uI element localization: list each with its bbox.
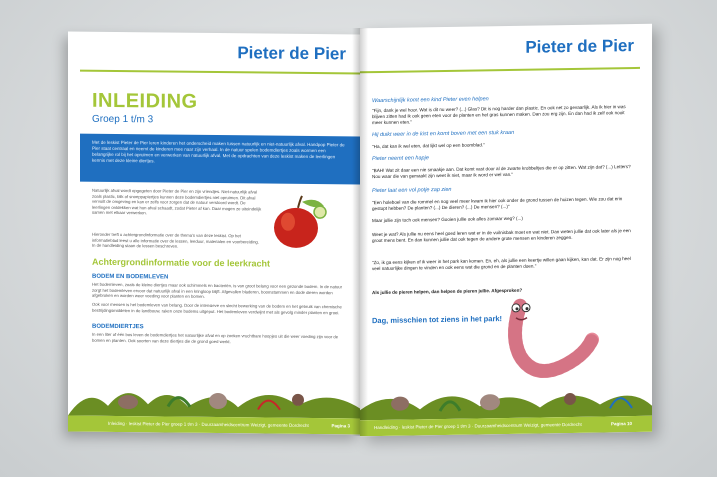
dialogue-4: "Een holeboel van die rommel en nog veel meer kwam ik hier ook onder de grond tussen de huizen tegen. Wie zou dat erin gestopt hebben? De planten? (...) De dieren? (...) De mensen? (...)" [372,196,623,211]
dialogue-2: "Ha, dat kan ik wel eten, dat lijkt wel op een boomblad." [372,142,485,150]
body-text-1: Natuurlijk afval wordt opgegeten door Pieter de Pier en zijn vriendjes. Niet-natuurlijk afval zoals plastic, blik of snoeppapiertjes kunnen deze bodemdiertjes niet opruimen. Dit afval vervuilt de omgeving en kan er zelfs voor zorgen dat de natuur verstoord wordt. De leerlingen ontdekken wat hun afval schaadt, zodat Pieter af kan. Daar mogen ze uiteindelijk samen met elkaar verwerken. [92,187,262,216]
left-footer [68,415,360,434]
dialogue-7: "Zo, ik ga eens kijken of ik weer in het park kan komen. En, eh, als jullie een keertje willen gaan kijken, kan dat. Er zijn nog heel veel natuurlijke dingen te vinden en ook eens wat die grond en de planten doen." [372,256,631,271]
dialogue-5: Maar jullie zijn toch ook mensen? Gooien jullie ook alles zomaar weg? (...) [372,215,523,224]
stage-direction-3: Pieter neemt een hapje [372,155,429,163]
stage-direction-2: Hij duikt weer in de kist en komt boven met een stuk kraan [372,129,515,139]
dialogue-3: "BAH! Wat zit daar een nie smaakje aan. Dat komt vast door al de zwarte krobbeltjes die er op zitten. Wat zijn dat? (...) Letters? Nou waar die van gemaakt zijn weet ik niet, maar ik word er wel van." [372,164,631,179]
intro-text: Met de leskist Pieter de Pier leren kinderen het onderscheid maken tussen natuurlijk en niet-natuurlijk afval. Handpop Pieter de Pier staat centraal en neemt de kinderen mee naar zijn verhaal. In de natuur spelen bodemdiertjes zoals wormen een belangrijke rol bij het opruimen en verwerken van natuurlijk afval. Met de opdrachten van deze leskist maken de leerlingen kennis met deze kleine diertjes. [92,139,345,164]
right-page-header: Pieter de Pier [525,35,634,57]
dialogue-8: Als jullie de pieren helpen, dan helpen de pieren jullie. Afgesproken? [372,287,523,296]
subheading-bodem: BODEM EN BODEMLEVEN [92,273,169,281]
page-subtitle: Groep 1 t/m 3 [92,113,154,126]
subheading-bodemdiertjes: BODEMDIERTJES [92,323,144,331]
body-text-2: Hieronder treft u achtergrondinformatie over de thema's van deze leskist. Op het informatieblad leest u alle informatie over de lessen, leeduur, materialen en voorbereiding. In de handleiding staan de lessen beschreven. [92,231,259,249]
dialogue-6: Weet je wat? Als jullie nu eens heel goed leren wat er in de vuilnisbak moet en wat niet. Dan weten jullie dat ook later als je een groot mens bent. En dan kunnen jullie dat ook tegen de andere grote mensen en kinderen zeggen. [372,228,631,243]
right-page [360,24,652,437]
worm-icon [500,295,600,387]
bodem-text-2: Ook voor mensen is het bodemleven van belang. Door de intensieve en slecht bewerking van de bodem en het gebruik van chemische bestrijdingsmiddelen in de landbouw, raken onze bodems uitgeput. Het bodemleven verdwijnt met als gevolg minder planten en groei. [92,301,342,315]
closing-line: Dag, misschien tot ziens in het park! [372,314,503,326]
page-title: INLEIDING [92,89,198,113]
dialogue-1: "Fijn, dank je wel hoor. Wat is dit nu weer? (...) Glas? Dit is nog harder dan plastic. En ook net zo gevaarlijk. Als ik hier in was blijven zitten had ik ook geen eten voor de planten en het gras kunnen maken. Dan zou erg zijn. En dan had ik zelf ook nooit meer kunnen eten." [372,104,626,125]
creatures-illustration [360,376,652,421]
stage-direction-4: Pieter laat een vol potje zap zien [372,186,452,195]
page-number: Pagina 3 [331,423,350,429]
footer-text: Handleiding · leskist Pieter de Pier groep 1 t/m 3 · Duurzaamheidscentrum Weizigt, gemeente Dordrecht [374,421,582,431]
page-number: Pagina 10 [610,421,632,427]
header-rule [360,67,640,73]
section-heading: Achtergrondinformatie voor de leerkracht [92,256,271,269]
bodem-text: Het bodemleven, zoals de kleine diertjes maar ook schimmels en bacteriën, is van groot belang voor een gezonde bodem. In de natuur zorgt het bodemleven ervoor dat natuurlijk afval in een kringloop blijft. Afgevallen bladeren, boomstammen en dode dieren worden afgebroken en worden weer voeding voor planten en bomen. [92,281,343,300]
intro-box [80,134,360,185]
creatures-illustration [68,375,360,418]
footer-text: Inleiding · leskist Pieter de Pier groep 1 t/m 3 · Duurzaamheidscentrum Weizigt, gemeente Dordrecht [108,420,309,428]
header-rule [80,70,360,75]
stage-direction-1: Waarschijnlijk komt een kind Pieter even helpen [372,96,489,105]
apple-icon [268,194,328,253]
left-page [68,31,360,434]
bodemdiertjes-text: In een liter of één bos leven de bodemdiertjes het natuurlijke afval en op zoeken vruchtbare hoopjes uit die weer voeding zijn voor de bomen en planten. Ook soorten van deze diertjes die de grond goed werkt. [92,331,339,344]
left-page-header: Pieter de Pier [237,43,346,64]
